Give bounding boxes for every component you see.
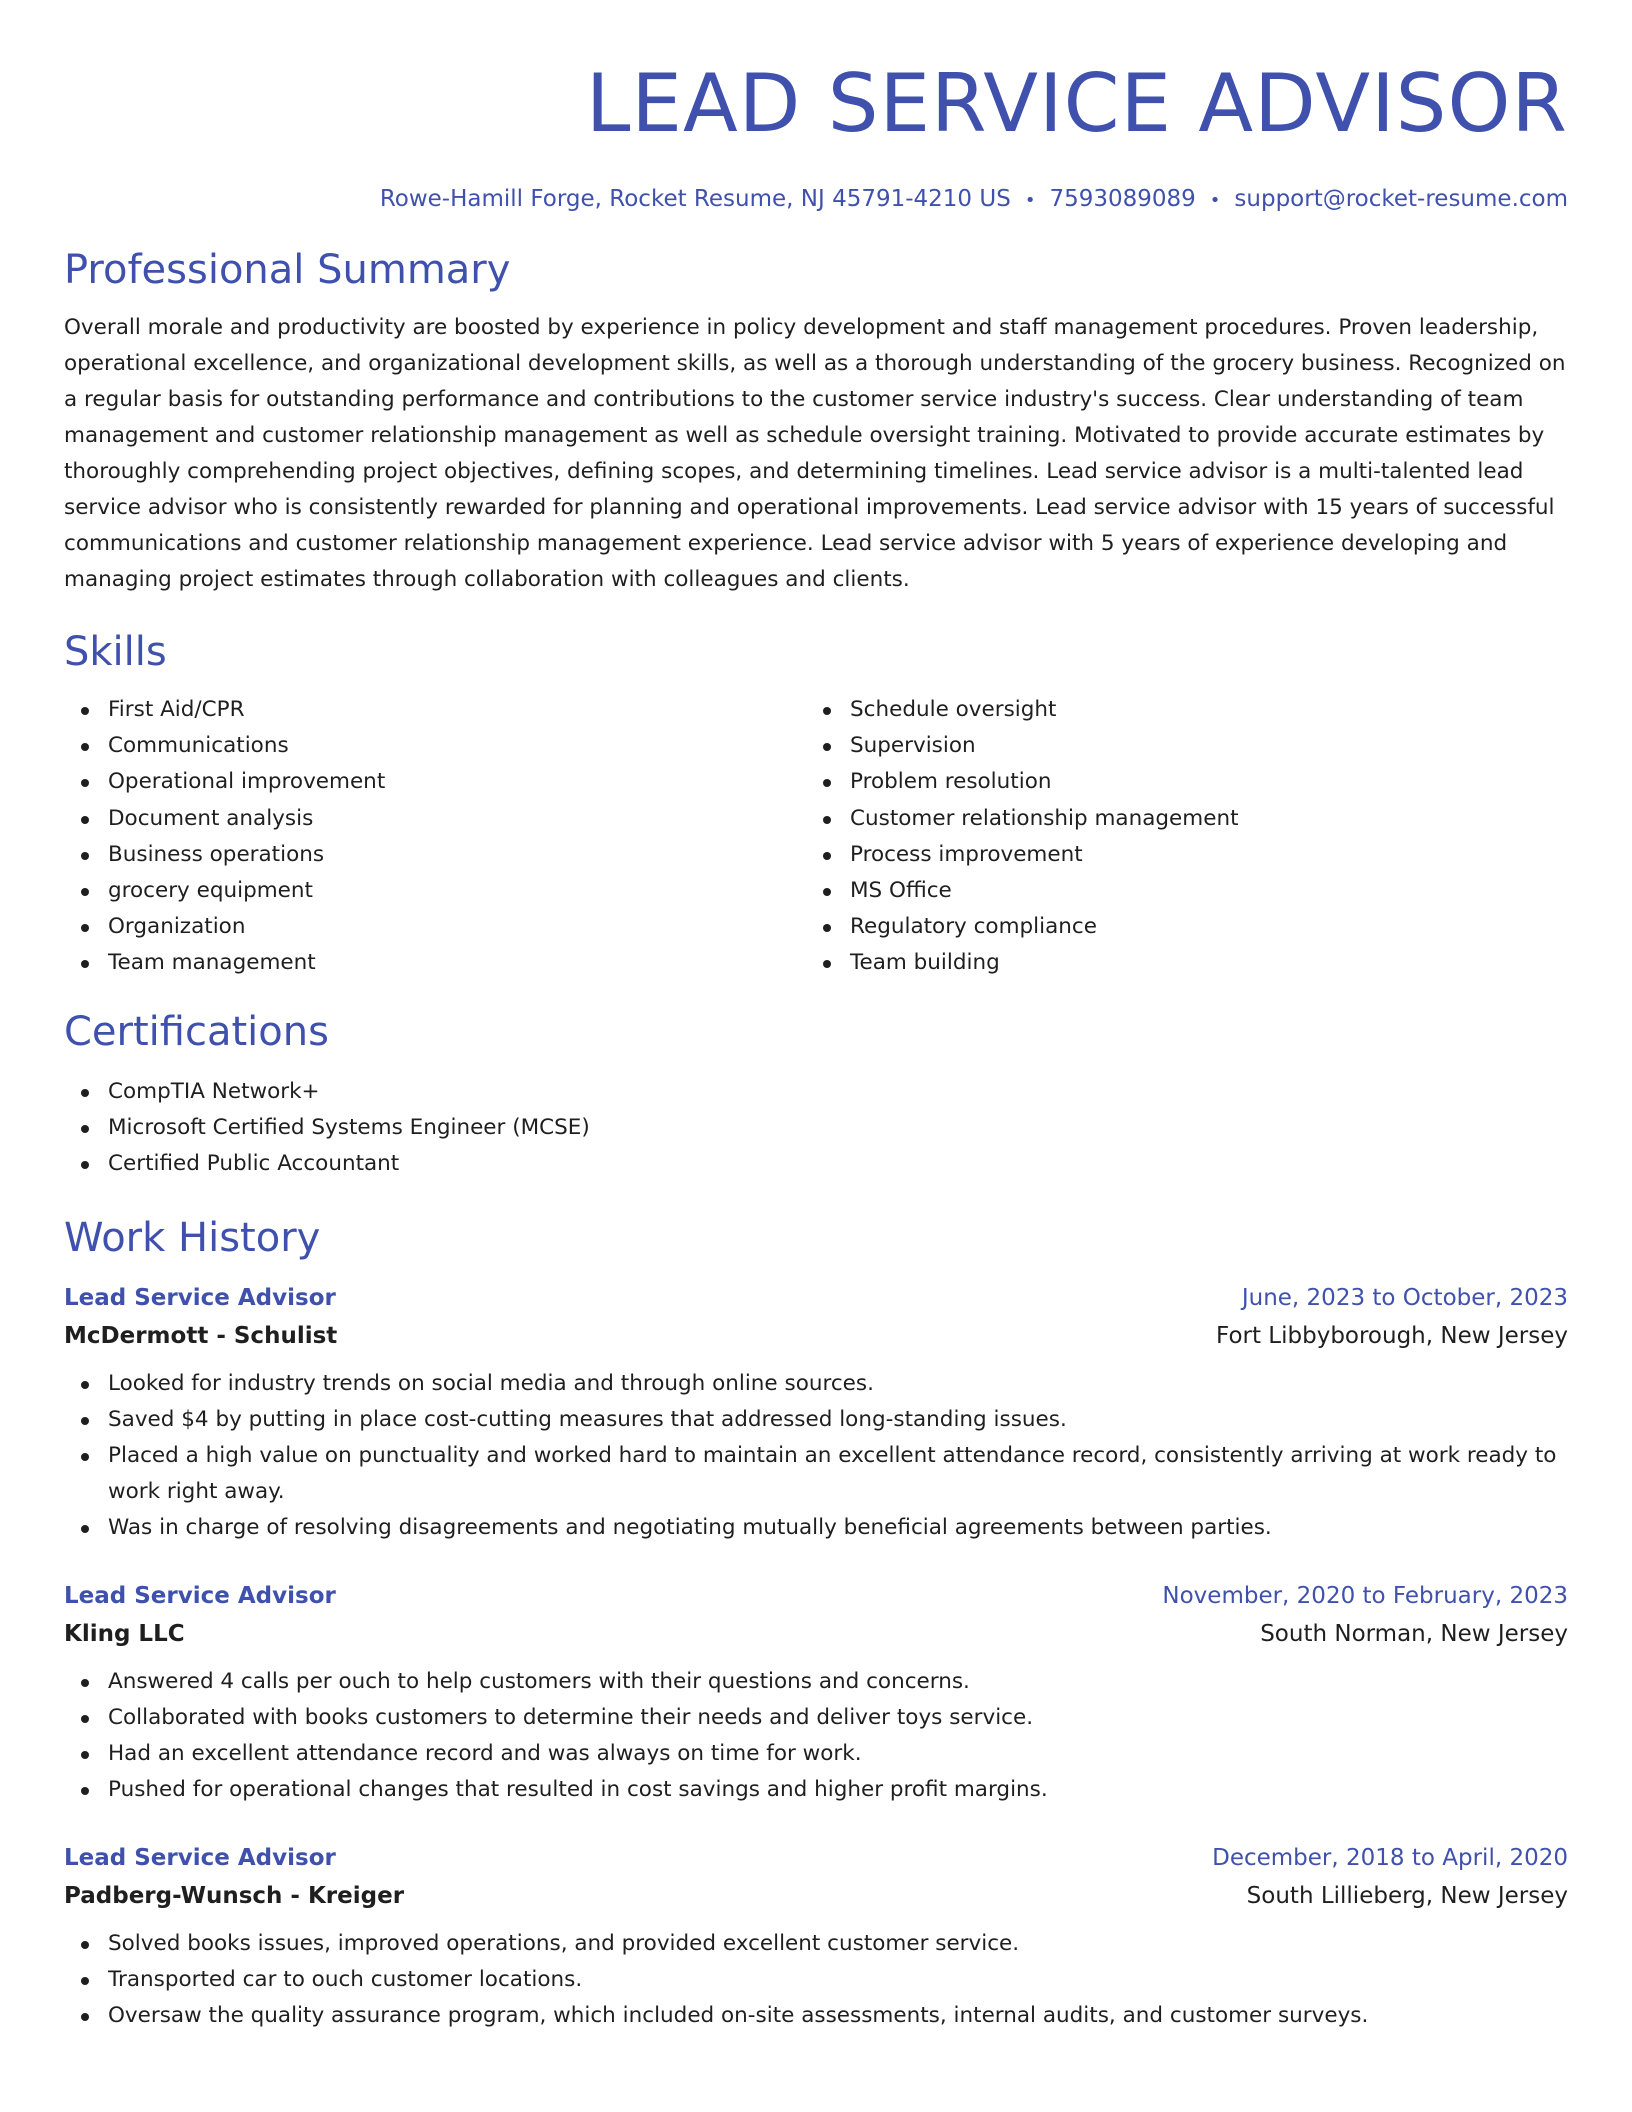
job-location: South Norman, New Jersey xyxy=(1260,1620,1568,1647)
job-bullet: Was in charge of resolving disagreements and negotiating mutually beneficial agreements between parties. xyxy=(64,1510,1568,1546)
resume-name-title: LEAD SERVICE ADVISOR xyxy=(585,57,1568,150)
section-title-summary: Professional Summary xyxy=(64,247,511,293)
job-bullet: Collaborated with books customers to determine their needs and deliver toys service. xyxy=(64,1700,1568,1736)
skill-item: Document analysis xyxy=(64,801,806,837)
job-title: Lead Service Advisor xyxy=(64,1284,336,1311)
contact-line xyxy=(64,182,1568,218)
job-dates: June, 2023 to October, 2023 xyxy=(1241,1284,1568,1311)
summary-text: Overall morale and productivity are boosted by experience in policy development and staff management procedures. Proven leadership, operational excellence, and organizational development skills, as well as a thorough understanding of the grocery business. Recognized on a regular basis for outstanding performance and contributions to the customer service industry's success. Clear understanding of team management and customer relationship management as well as schedule oversight training. Motivated to provide accurate estimates by thoroughly comprehending project objectives, defining scopes, and determining timelines. Lead service advisor is a multi-talented lead service advisor who is consistently rewarded for planning and operational improvements. Lead service advisor with 15 years of successful communications and customer relationship management experience. Lead service advisor with 5 years of experience developing and managing project estimates through collaboration with colleagues and clients. xyxy=(64,315,1566,592)
certification-item: CompTIA Network+ xyxy=(64,1074,1568,1110)
skill-item: Communications xyxy=(64,728,806,764)
skill-item: Business operations xyxy=(64,837,806,873)
job-entry xyxy=(64,1280,1568,1546)
contact-phone: 7593089089 xyxy=(1049,186,1196,212)
job-company: Kling LLC xyxy=(64,1620,185,1647)
resume-page xyxy=(64,0,1568,2034)
job-bullet: Answered 4 calls per ouch to help customers with their questions and concerns. xyxy=(64,1664,1568,1700)
job-bullet: Transported car to ouch customer locations. xyxy=(64,1962,1568,1998)
section-title-certifications: Certifications xyxy=(64,1008,329,1055)
section-title-work-history: Work History xyxy=(64,1214,321,1261)
skill-item: Team building xyxy=(806,945,1548,981)
job-entry xyxy=(64,1840,1568,2034)
contact-address: Rowe-Hamill Forge, Rocket Resume, NJ 45791-4210 US xyxy=(379,186,1011,212)
job-bullet: Had an excellent attendance record and was always on time for work. xyxy=(64,1736,1568,1772)
job-location: Fort Libbyborough, New Jersey xyxy=(1216,1322,1568,1349)
job-dates: December, 2018 to April, 2020 xyxy=(1212,1844,1568,1871)
job-bullet: Saved $4 by putting in place cost-cutting measures that addressed long-standing issues. xyxy=(64,1402,1568,1438)
job-bullets xyxy=(64,1366,1568,1546)
skill-item: First Aid/CPR xyxy=(64,692,806,728)
skill-item: Regulatory compliance xyxy=(806,909,1548,945)
job-title: Lead Service Advisor xyxy=(64,1582,336,1609)
skills-column-right xyxy=(806,692,1548,982)
job-bullets xyxy=(64,1926,1568,2034)
certification-item: Microsoft Certified Systems Engineer (MCSE) xyxy=(64,1110,1568,1146)
job-company: McDermott - Schulist xyxy=(64,1322,338,1349)
skills-columns xyxy=(64,692,1568,982)
job-location: South Lillieberg, New Jersey xyxy=(1246,1882,1568,1909)
skill-item: Process improvement xyxy=(806,837,1548,873)
section-title-skills: Skills xyxy=(64,629,167,675)
job-bullets xyxy=(64,1664,1568,1808)
job-entry xyxy=(64,1578,1568,1808)
job-company: Padberg-Wunsch - Kreiger xyxy=(64,1882,405,1909)
job-bullet: Looked for industry trends on social media and through online sources. xyxy=(64,1366,1568,1402)
job-bullet: Pushed for operational changes that resulted in cost savings and higher profit margins. xyxy=(64,1772,1568,1808)
job-dates: November, 2020 to February, 2023 xyxy=(1162,1582,1568,1609)
skill-item: Customer relationship management xyxy=(806,801,1548,837)
job-title: Lead Service Advisor xyxy=(64,1844,336,1871)
skill-item: grocery equipment xyxy=(64,873,806,909)
job-bullet: Placed a high value on punctuality and worked hard to maintain an excellent attendance record, consistently arriving at work ready to work right away. xyxy=(64,1438,1568,1510)
skill-item: Organization xyxy=(64,909,806,945)
job-bullet: Oversaw the quality assurance program, which included on-site assessments, internal audits, and customer surveys. xyxy=(64,1998,1568,2034)
skill-item: Supervision xyxy=(806,728,1548,764)
skills-column-left xyxy=(64,692,806,982)
contact-email: support@rocket-resume.com xyxy=(1234,186,1568,212)
skill-item: Team management xyxy=(64,945,806,981)
certification-list xyxy=(64,1074,1568,1182)
contact-separator: • xyxy=(1024,190,1036,211)
contact-separator: • xyxy=(1209,190,1221,211)
skill-item: MS Office xyxy=(806,873,1548,909)
skill-item: Problem resolution xyxy=(806,764,1548,800)
job-bullet: Solved books issues, improved operations, and provided excellent customer service. xyxy=(64,1926,1568,1962)
skill-item: Schedule oversight xyxy=(806,692,1548,728)
certification-item: Certified Public Accountant xyxy=(64,1146,1568,1182)
skill-item: Operational improvement xyxy=(64,764,806,800)
